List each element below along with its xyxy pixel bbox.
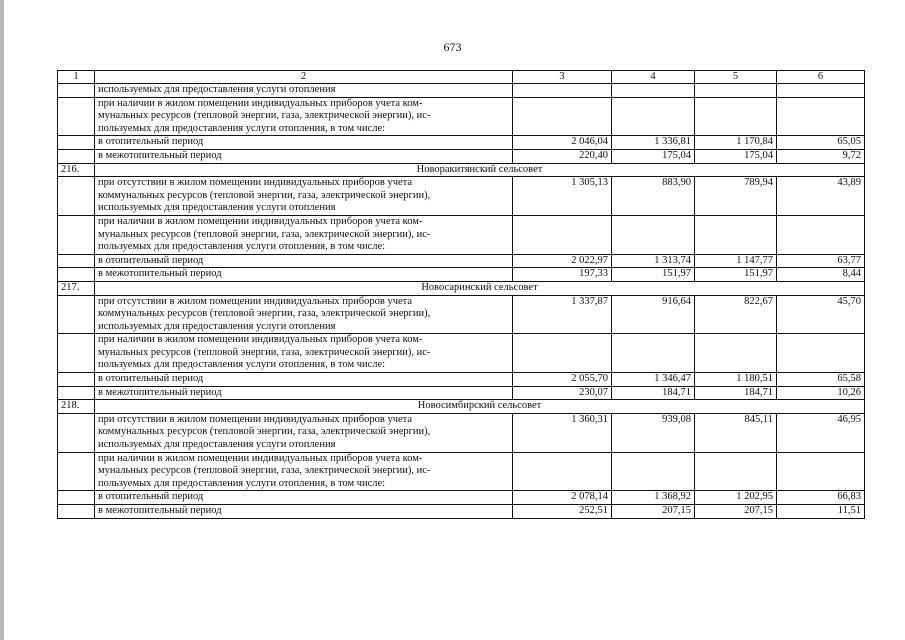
header-cell: 5 [695, 71, 777, 84]
label-line: пользуемых для предоставления услуги отопления, в том числе: [98, 241, 386, 253]
value-cell: 1 147,77 [695, 254, 777, 268]
empty-cell [777, 215, 865, 254]
empty-cell [777, 334, 865, 373]
table-row [58, 177, 865, 216]
header-cell: 4 [612, 71, 695, 84]
table-row [58, 84, 865, 98]
label-line: коммунальных ресурсов (тепловой энергии, газа, электрической энергии), [98, 189, 431, 201]
table-row [58, 97, 865, 136]
empty-cell [58, 386, 95, 400]
table-row [58, 505, 865, 519]
label-line: используемых для предоставления услуги отопления [98, 202, 336, 214]
table-row [58, 136, 865, 150]
table-row [58, 373, 865, 387]
value-cell: 65,58 [777, 373, 865, 387]
header-cell: 3 [513, 71, 612, 84]
value-cell: 1 305,13 [513, 177, 612, 216]
label-line: пользуемых для предоставления услуги отопления, в том числе: [98, 477, 386, 489]
value-cell: 151,97 [695, 268, 777, 282]
value-cell: 789,94 [695, 177, 777, 216]
header-cell: 6 [777, 71, 865, 84]
section-title: Новоракитянский сельсовет [95, 163, 865, 177]
row-label: в отопительный период [95, 491, 513, 505]
table-row [58, 215, 865, 254]
label-line: при наличии в жилом помещении индивидуальных приборов учета ком- [98, 334, 423, 346]
row-label: в отопительный период [95, 136, 513, 150]
table-row [58, 295, 865, 334]
section-number: 218. [58, 400, 95, 414]
value-cell: 2 055,70 [513, 373, 612, 387]
empty-cell [777, 452, 865, 491]
empty-cell [612, 334, 695, 373]
row-label [95, 215, 513, 254]
value-cell: 939,08 [612, 413, 695, 452]
value-cell: 230,07 [513, 386, 612, 400]
row-label: в межотопительный период [95, 268, 513, 282]
value-cell: 252,51 [513, 505, 612, 519]
label-line: коммунальных ресурсов (тепловой энергии, газа, электрической энергии), [98, 308, 431, 320]
empty-cell [612, 215, 695, 254]
row-label [95, 413, 513, 452]
table-row [58, 413, 865, 452]
value-cell: 207,15 [612, 505, 695, 519]
empty-cell [513, 215, 612, 254]
value-cell: 184,71 [612, 386, 695, 400]
label-line: мунальных ресурсов (тепловой энергии, газа, электрической энергии), ис- [98, 465, 431, 477]
value-cell: 1 313,74 [612, 254, 695, 268]
tariff-table [57, 70, 865, 519]
label-line: мунальных ресурсов (тепловой энергии, газа, электрической энергии), ис- [98, 228, 431, 240]
empty-cell [513, 334, 612, 373]
section-number: 216. [58, 163, 95, 177]
value-cell: 207,15 [695, 505, 777, 519]
empty-cell [58, 505, 95, 519]
empty-cell [58, 177, 95, 216]
table-row [58, 268, 865, 282]
value-cell: 2 046,04 [513, 136, 612, 150]
empty-cell [58, 215, 95, 254]
row-label: в отопительный период [95, 254, 513, 268]
empty-cell [58, 491, 95, 505]
header-cell: 2 [95, 71, 513, 84]
section-title-row [58, 163, 865, 177]
value-cell: 8,44 [777, 268, 865, 282]
value-cell: 2 078,14 [513, 491, 612, 505]
value-cell: 2 022,97 [513, 254, 612, 268]
value-cell: 66,83 [777, 491, 865, 505]
value-cell: 916,64 [612, 295, 695, 334]
empty-cell [513, 452, 612, 491]
row-label: в межотопительный период [95, 386, 513, 400]
empty-cell [612, 452, 695, 491]
value-cell: 197,33 [513, 268, 612, 282]
table-row [58, 149, 865, 163]
empty-cell [58, 268, 95, 282]
label-line: используемых для предоставления услуги отопления [98, 320, 336, 332]
table-row [58, 491, 865, 505]
label-line: при наличии в жилом помещении индивидуальных приборов учета ком- [98, 452, 423, 464]
value-cell: 845,11 [695, 413, 777, 452]
value-cell: 1 368,92 [612, 491, 695, 505]
label-line: мунальных ресурсов (тепловой энергии, газа, электрической энергии), ис- [98, 110, 431, 122]
value-cell: 45,70 [777, 295, 865, 334]
row-label [95, 97, 513, 136]
empty-cell [695, 334, 777, 373]
value-cell: 46,95 [777, 413, 865, 452]
empty-cell [58, 373, 95, 387]
label-line: при наличии в жилом помещении индивидуальных приборов учета ком- [98, 97, 423, 109]
value-cell: 175,04 [695, 149, 777, 163]
value-cell: 175,04 [612, 149, 695, 163]
empty-cell [58, 413, 95, 452]
label-line: при отсутствии в жилом помещении индивидуальных приборов учета [98, 413, 413, 425]
value-cell: 220,40 [513, 149, 612, 163]
label-line: при наличии в жилом помещении индивидуальных приборов учета ком- [98, 215, 423, 227]
value-cell: 1 180,51 [695, 373, 777, 387]
value-cell: 822,67 [695, 295, 777, 334]
table-header-row [58, 71, 865, 84]
table-row [58, 386, 865, 400]
page-number: 673 [443, 40, 462, 54]
value-cell: 1 337,87 [513, 295, 612, 334]
empty-cell [58, 334, 95, 373]
header-cell: 1 [58, 71, 95, 84]
empty-cell [58, 254, 95, 268]
row-label: в межотопительный период [95, 505, 513, 519]
value-cell: 883,90 [612, 177, 695, 216]
value-cell: 10,26 [777, 386, 865, 400]
value-cell: 11,51 [777, 505, 865, 519]
value-cell: 1 346,47 [612, 373, 695, 387]
row-label: используемых для предоставления услуги отопления [95, 84, 513, 98]
empty-cell [695, 215, 777, 254]
label-line: пользуемых для предоставления услуги отопления, в том числе: [98, 122, 386, 134]
label-line: коммунальных ресурсов (тепловой энергии, газа, электрической энергии), [98, 426, 431, 438]
row-label [95, 177, 513, 216]
section-title-row [58, 281, 865, 295]
row-label [95, 452, 513, 491]
label-line: при отсутствии в жилом помещении индивидуальных приборов учета [98, 295, 413, 307]
sections-body [58, 163, 865, 518]
scan-left-edge [0, 0, 4, 640]
empty-cell [58, 295, 95, 334]
row-label [95, 295, 513, 334]
row-label: в отопительный период [95, 373, 513, 387]
value-cell: 1 202,95 [695, 491, 777, 505]
label-line: используемых для предоставления услуги отопления [98, 439, 336, 451]
row-label: в межотопительный период [95, 149, 513, 163]
section-number: 217. [58, 281, 95, 295]
value-cell: 63,77 [777, 254, 865, 268]
value-cell: 151,97 [612, 268, 695, 282]
empty-cell [58, 452, 95, 491]
section-title-row [58, 400, 865, 414]
table-row [58, 254, 865, 268]
value-cell: 1 336,81 [612, 136, 695, 150]
label-line: пользуемых для предоставления услуги отопления, в том числе: [98, 359, 386, 371]
table-row [58, 452, 865, 491]
label-line: при отсутствии в жилом помещении индивидуальных приборов учета [98, 177, 413, 189]
value-cell: 1 360,31 [513, 413, 612, 452]
value-cell: 184,71 [695, 386, 777, 400]
table-row [58, 334, 865, 373]
value-cell: 9,72 [777, 149, 865, 163]
empty-cell [695, 452, 777, 491]
label-line: мунальных ресурсов (тепловой энергии, газа, электрической энергии), ис- [98, 346, 431, 358]
section-title: Новосимбирский сельсовет [95, 400, 865, 414]
section-title: Новосаринский сельсовет [95, 281, 865, 295]
row-label [95, 334, 513, 373]
value-cell: 1 170,84 [695, 136, 777, 150]
value-cell: 65,05 [777, 136, 865, 150]
value-cell: 43,89 [777, 177, 865, 216]
